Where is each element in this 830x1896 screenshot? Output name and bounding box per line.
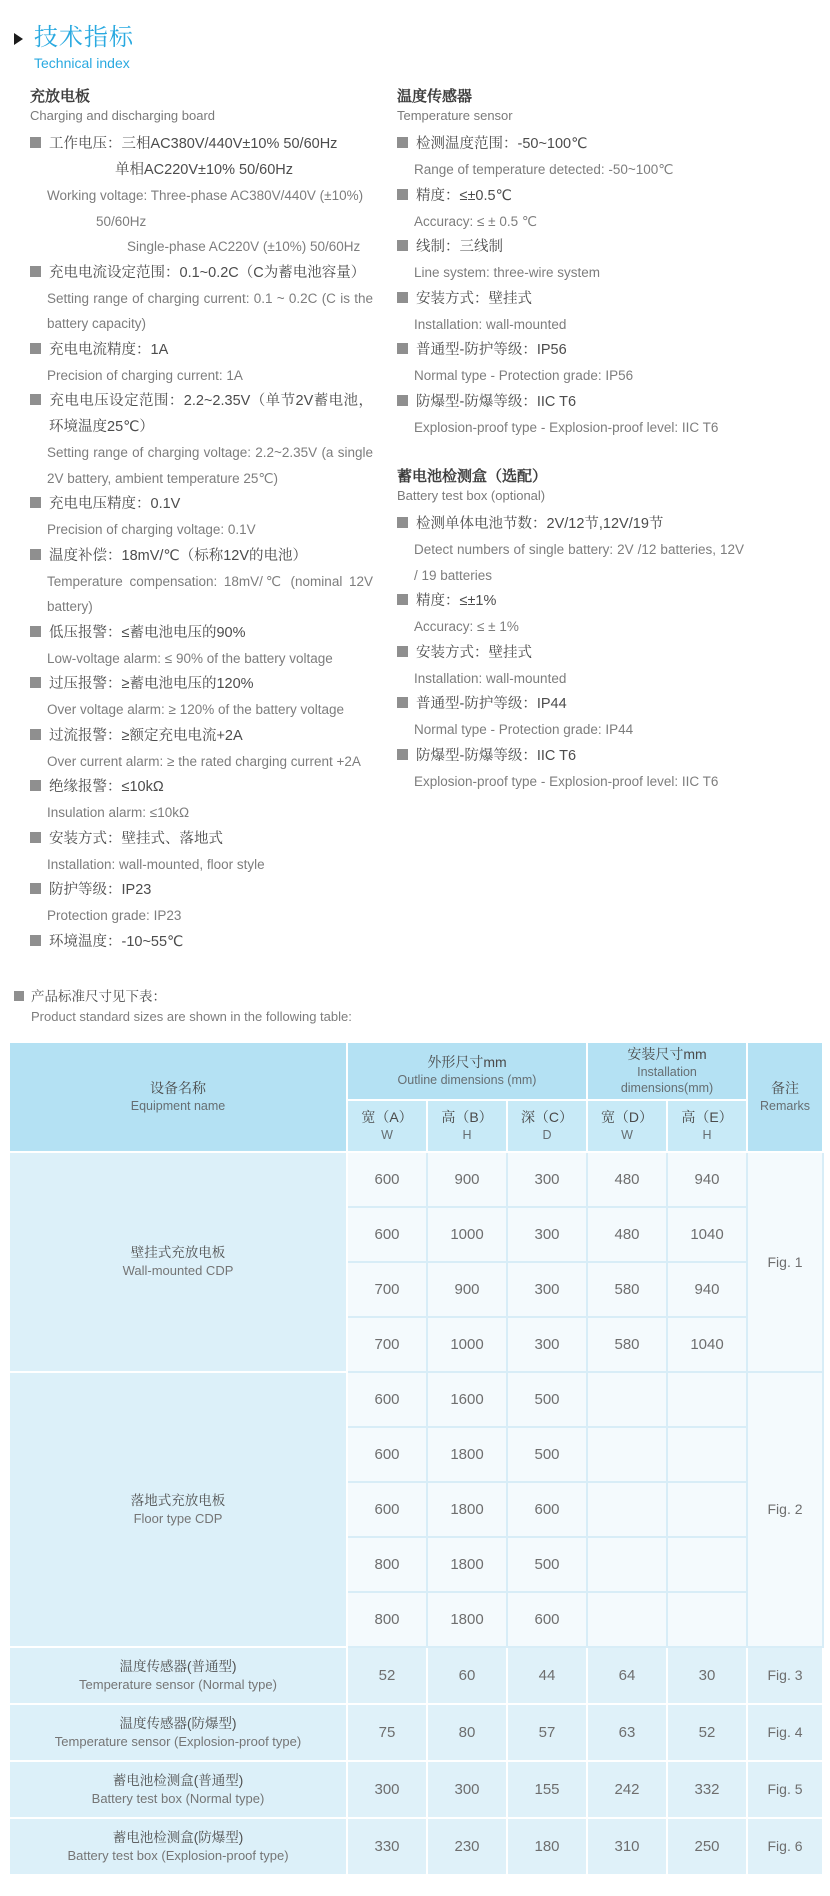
spec-list-temperature-sensor bbox=[397, 131, 744, 440]
dimension-cell bbox=[587, 1537, 667, 1592]
col-subheader-dimension bbox=[587, 1100, 667, 1152]
spec-line-zh bbox=[397, 286, 744, 312]
col-subheader-zh: 宽（D） bbox=[600, 1109, 654, 1125]
spec-item bbox=[397, 640, 744, 692]
spec-item bbox=[30, 543, 373, 620]
spec-text-zh: 防护等级：IP23 bbox=[49, 882, 152, 898]
spec-line-zh bbox=[30, 491, 373, 517]
dimension-cell: 300 bbox=[507, 1152, 587, 1207]
spec-item bbox=[30, 826, 373, 878]
dimension-cell: 300 bbox=[507, 1317, 587, 1372]
dimension-cell: 480 bbox=[587, 1152, 667, 1207]
spec-text-zh: 充电电流精度：1A bbox=[49, 341, 169, 358]
table-note-zh bbox=[14, 987, 830, 1007]
spec-line-en: Precision of charging voltage: 0.1V bbox=[47, 522, 256, 537]
spec-line-en: Line system: three-wire system bbox=[414, 265, 601, 280]
table-note-en: Product standard sizes are shown in the following table: bbox=[31, 1008, 352, 1024]
dimension-cell: 900 bbox=[427, 1152, 507, 1207]
spec-line-en: Low-voltage alarm: ≤ 90% of the battery voltage bbox=[47, 650, 333, 666]
section-heading-en: Temperature sensor bbox=[397, 108, 513, 123]
dimension-cell: 1600 bbox=[427, 1372, 507, 1427]
dimension-cell: 300 bbox=[507, 1262, 587, 1317]
spec-text-zh: 过压报警：≥蓄电池电压的120% bbox=[49, 676, 254, 692]
equipment-name-zh: 蓄电池检测盒(防爆型) bbox=[112, 1829, 244, 1845]
dimension-cell: 1800 bbox=[427, 1592, 507, 1647]
dimension-cell: 1000 bbox=[427, 1207, 507, 1262]
dimension-cell: 80 bbox=[427, 1704, 507, 1761]
spec-item bbox=[397, 234, 744, 286]
dimension-cell: 63 bbox=[587, 1704, 667, 1761]
dimension-cell: 60 bbox=[427, 1647, 507, 1704]
datasheet-page bbox=[0, 24, 830, 1876]
equipment-name-en: Wall-mounted CDP bbox=[122, 1263, 234, 1278]
size-table bbox=[8, 1041, 824, 1876]
section-heading-charging-board bbox=[30, 87, 373, 124]
bullet-square-icon bbox=[397, 749, 408, 760]
spec-item bbox=[30, 877, 373, 929]
spec-text-zh: 普通型-防护等级：IP56 bbox=[416, 342, 567, 358]
equipment-name-en: Battery test box (Explosion-proof type) bbox=[67, 1847, 289, 1863]
spec-line-zh bbox=[30, 723, 373, 749]
dimension-cell: 75 bbox=[347, 1704, 427, 1761]
spec-text-zh: 防爆型-防爆等级：IIC T6 bbox=[416, 393, 577, 410]
dimension-cell: 940 bbox=[667, 1262, 747, 1317]
spec-item bbox=[397, 131, 744, 183]
spec-line-zh bbox=[397, 743, 744, 769]
bullet-square-icon bbox=[30, 780, 41, 791]
spec-item bbox=[397, 183, 744, 235]
page-title: 技术指标 bbox=[34, 24, 134, 51]
dimension-cell: 1800 bbox=[427, 1427, 507, 1482]
spec-line-en: Normal type - Protection grade: IP56 bbox=[414, 368, 634, 383]
spec-text-zh: 精度：≤±1% bbox=[416, 593, 497, 609]
col-subheader-dimension bbox=[347, 1100, 427, 1152]
spec-item bbox=[397, 286, 744, 338]
bullet-square-icon bbox=[30, 729, 41, 740]
spec-line-zh bbox=[397, 337, 744, 363]
spec-line-en: Temperature compensation: 18mV/℃ (nominal 12V battery) bbox=[47, 573, 373, 614]
spec-item bbox=[30, 260, 373, 337]
dimension-cell bbox=[667, 1372, 747, 1427]
spec-line-zh bbox=[30, 929, 373, 955]
spec-item bbox=[397, 743, 744, 795]
col-subheader-zh: 高（E） bbox=[681, 1109, 733, 1125]
dimension-cell: 300 bbox=[507, 1207, 587, 1262]
dimension-cell: 600 bbox=[347, 1427, 427, 1482]
spec-text-zh: 检测单体电池节数：2V/12节,12V/19节 bbox=[416, 516, 664, 532]
dimension-cell: 500 bbox=[507, 1372, 587, 1427]
spec-line-zh bbox=[30, 826, 373, 852]
section-heading-en: Battery test box (optional) bbox=[397, 488, 546, 503]
remark-cell: Fig. 1 bbox=[747, 1152, 823, 1372]
col-subheader-en: D bbox=[542, 1128, 552, 1142]
spec-line-en: Over current alarm: ≥ the rated charging current +2A bbox=[47, 753, 361, 769]
spec-item bbox=[30, 131, 373, 260]
dimension-cell: 1040 bbox=[667, 1207, 747, 1262]
spec-line-en: Installation: wall-mounted, floor style bbox=[47, 856, 265, 872]
dimension-cell: 300 bbox=[427, 1761, 507, 1818]
equipment-name-cell bbox=[9, 1372, 347, 1647]
dimension-cell: 600 bbox=[347, 1482, 427, 1537]
spec-text-zh: 充电电流设定范围：0.1~0.2C（C为蓄电池容量） bbox=[49, 264, 366, 281]
col-header-remarks bbox=[747, 1042, 823, 1152]
dimension-cell bbox=[587, 1427, 667, 1482]
dimension-cell: 580 bbox=[587, 1317, 667, 1372]
dimension-cell: 30 bbox=[667, 1647, 747, 1704]
spec-text-zh: 环境温度：-10~55℃ bbox=[49, 933, 184, 950]
spec-item bbox=[30, 337, 373, 389]
dimension-cell: 310 bbox=[587, 1818, 667, 1875]
spec-text-zh: 过流报警：≥额定充电电流+2A bbox=[49, 727, 243, 744]
spec-line-en: Precision of charging current: 1A bbox=[47, 367, 243, 383]
dimension-cell: 600 bbox=[347, 1207, 427, 1262]
page-header bbox=[14, 24, 830, 71]
page-title-block bbox=[34, 24, 134, 71]
remark-cell: Fig. 2 bbox=[747, 1372, 823, 1647]
spec-line-en: Over voltage alarm: ≥ 120% of the battery voltage bbox=[47, 702, 345, 717]
dimension-cell: 1800 bbox=[427, 1482, 507, 1537]
col-header-equipment-name bbox=[9, 1042, 347, 1152]
spec-line-en: Explosion-proof type - Explosion-proof level: IIC T6 bbox=[414, 419, 719, 435]
dimension-cell: 230 bbox=[427, 1818, 507, 1875]
bullet-square-icon bbox=[30, 343, 41, 354]
dimension-cell bbox=[587, 1372, 667, 1427]
dimension-cell: 600 bbox=[347, 1372, 427, 1427]
bullet-square-icon bbox=[30, 137, 41, 148]
spec-line-en: Installation: wall-mounted bbox=[414, 316, 567, 332]
dimension-cell bbox=[667, 1592, 747, 1647]
col-header-installation-dimensions bbox=[587, 1042, 747, 1100]
col-header-en: Outline dimensions (mm) bbox=[397, 1073, 537, 1087]
spec-line-zh bbox=[397, 131, 744, 157]
bullet-square-icon bbox=[30, 883, 41, 894]
section-heading-zh: 蓄电池检测盒（选配） bbox=[397, 468, 548, 485]
dimension-cell: 700 bbox=[347, 1317, 427, 1372]
spec-line-zh bbox=[30, 337, 373, 363]
col-subheader-zh: 高（B） bbox=[441, 1109, 493, 1125]
spec-text-zh: 精度：≤±0.5℃ bbox=[416, 187, 512, 204]
dimension-cell: 155 bbox=[507, 1761, 587, 1818]
bullet-square-icon bbox=[30, 832, 41, 843]
spec-line-zh bbox=[397, 183, 744, 209]
col-subheader-dimension bbox=[667, 1100, 747, 1152]
section-heading-zh: 温度传感器 bbox=[397, 88, 473, 105]
dimension-cell: 1800 bbox=[427, 1537, 507, 1592]
dimension-cell: 500 bbox=[507, 1537, 587, 1592]
spec-list-battery-test-box bbox=[397, 511, 744, 794]
col-header-zh: 外形尺寸mm bbox=[427, 1054, 507, 1070]
equipment-name-cell bbox=[9, 1704, 347, 1761]
bullet-square-icon bbox=[397, 594, 408, 605]
table-note-zh-text: 产品标准尺寸见下表： bbox=[31, 988, 166, 1004]
table-row bbox=[9, 1152, 823, 1207]
spec-line-zh bbox=[397, 588, 744, 614]
table-row bbox=[9, 1818, 823, 1875]
equipment-name-cell bbox=[9, 1761, 347, 1818]
remark-cell: Fig. 3 bbox=[747, 1647, 823, 1704]
spec-line-zh bbox=[397, 234, 744, 260]
spec-line-en: Installation: wall-mounted bbox=[414, 670, 567, 686]
spec-line-en: Detect numbers of single battery: 2V /12 batteries, 12V / 19 batteries bbox=[414, 542, 744, 583]
equipment-name-en: Floor type CDP bbox=[133, 1510, 223, 1526]
bullet-square-icon bbox=[30, 549, 41, 560]
equipment-name-cell bbox=[9, 1152, 347, 1372]
bullet-square-icon bbox=[30, 266, 41, 277]
spec-list-charging-board bbox=[30, 131, 373, 955]
section-heading-temperature-sensor bbox=[397, 87, 744, 124]
equipment-name-en: Temperature sensor (Normal type) bbox=[79, 1676, 277, 1692]
spec-line-en: Accuracy: ≤ ± 0.5 ℃ bbox=[414, 213, 538, 229]
spec-text-zh: 检测温度范围：-50~100℃ bbox=[416, 136, 588, 152]
spec-line-en-cont: Single-phase AC220V (±10%) 50/60Hz bbox=[127, 239, 361, 254]
dimension-cell bbox=[667, 1537, 747, 1592]
bullet-square-icon bbox=[397, 395, 408, 406]
spec-text-zh: 绝缘报警：≤10kΩ bbox=[49, 779, 164, 795]
col-subheader-zh: 宽（A） bbox=[361, 1109, 413, 1125]
bullet-square-icon bbox=[30, 394, 41, 405]
table-row bbox=[9, 1704, 823, 1761]
col-header-en: Remarks bbox=[760, 1099, 811, 1113]
bullet-square-icon bbox=[397, 697, 408, 708]
col-subheader-en: W bbox=[381, 1128, 393, 1142]
spec-text-zh: 低压报警：≤蓄电池电压的90% bbox=[49, 624, 246, 641]
spec-item bbox=[30, 388, 373, 491]
remark-cell: Fig. 5 bbox=[747, 1761, 823, 1818]
spec-line-en: Explosion-proof type - Explosion-proof level: IIC T6 bbox=[414, 773, 719, 789]
spec-text-zh: 温度补偿：18mV/℃（标称12V的电池） bbox=[49, 547, 307, 564]
remark-cell: Fig. 4 bbox=[747, 1704, 823, 1761]
spec-line-zh bbox=[30, 388, 373, 440]
spec-line-zh bbox=[30, 774, 373, 800]
spec-item bbox=[397, 389, 744, 441]
bullet-square-icon bbox=[30, 677, 41, 688]
spec-line-en: Accuracy: ≤ ± 1% bbox=[414, 619, 519, 634]
dimension-cell: 500 bbox=[507, 1427, 587, 1482]
remark-cell: Fig. 6 bbox=[747, 1818, 823, 1875]
col-subheader-en: H bbox=[702, 1128, 712, 1142]
dimension-cell: 600 bbox=[507, 1592, 587, 1647]
dimension-cell: 332 bbox=[667, 1761, 747, 1818]
bullet-square-icon bbox=[30, 497, 41, 508]
bullet-square-icon bbox=[397, 240, 408, 251]
spec-line-en: Protection grade: IP23 bbox=[47, 908, 182, 923]
spec-line-zh-cont: 单相AC220V±10% 50/60Hz bbox=[115, 162, 294, 178]
dimension-cell: 1000 bbox=[427, 1317, 507, 1372]
dimension-cell: 800 bbox=[347, 1592, 427, 1647]
arrow-right-icon bbox=[14, 33, 23, 45]
dimension-cell: 1040 bbox=[667, 1317, 747, 1372]
table-row bbox=[9, 1372, 823, 1427]
bullet-square-icon bbox=[397, 292, 408, 303]
spec-text-zh: 安装方式：壁挂式、落地式 bbox=[49, 830, 223, 847]
spec-columns bbox=[30, 87, 830, 955]
col-subheader-dimension bbox=[507, 1100, 587, 1152]
bullet-square-icon bbox=[397, 189, 408, 200]
dimension-cell: 800 bbox=[347, 1537, 427, 1592]
spec-item bbox=[397, 337, 744, 389]
spec-item bbox=[30, 929, 373, 955]
spec-item bbox=[30, 723, 373, 775]
equipment-name-zh: 壁挂式充放电板 bbox=[130, 1245, 226, 1260]
spec-line-zh bbox=[397, 691, 744, 717]
spec-line-en: Setting range of charging voltage: 2.2~2.35V (a single 2V battery, ambient temperature 25℃) bbox=[47, 445, 373, 486]
spec-line-zh bbox=[397, 511, 744, 537]
dimension-cell: 242 bbox=[587, 1761, 667, 1818]
spec-item bbox=[397, 588, 744, 640]
right-column bbox=[397, 87, 744, 955]
col-header-zh: 备注 bbox=[771, 1080, 800, 1096]
equipment-name-en: Battery test box (Normal type) bbox=[91, 1790, 265, 1806]
dimension-cell bbox=[587, 1482, 667, 1537]
dimension-cell: 940 bbox=[667, 1152, 747, 1207]
spec-line-en: Insulation alarm: ≤10kΩ bbox=[47, 805, 190, 820]
bullet-square-icon bbox=[397, 343, 408, 354]
equipment-name-en: Temperature sensor (Explosion-proof type) bbox=[54, 1733, 302, 1749]
dimension-cell: 600 bbox=[347, 1152, 427, 1207]
dimension-cell bbox=[667, 1427, 747, 1482]
col-header-en: Installation dimensions(mm) bbox=[620, 1065, 714, 1095]
dimension-cell: 44 bbox=[507, 1647, 587, 1704]
dimension-cell: 57 bbox=[507, 1704, 587, 1761]
dimension-cell: 580 bbox=[587, 1262, 667, 1317]
equipment-name-zh: 蓄电池检测盒(普通型) bbox=[112, 1772, 244, 1788]
spec-text-zh: 安装方式：壁挂式 bbox=[416, 644, 532, 661]
dimension-cell: 250 bbox=[667, 1818, 747, 1875]
section-heading-en: Charging and discharging board bbox=[30, 108, 216, 123]
equipment-name-cell bbox=[9, 1818, 347, 1875]
bullet-square-icon bbox=[14, 991, 24, 1001]
spec-line-zh bbox=[397, 389, 744, 415]
size-table-header bbox=[9, 1042, 823, 1152]
dimension-cell: 480 bbox=[587, 1207, 667, 1262]
spec-item bbox=[397, 691, 744, 743]
dimension-cell: 900 bbox=[427, 1262, 507, 1317]
spec-line-en: Range of temperature detected: -50~100℃ bbox=[414, 162, 674, 177]
col-subheader-zh: 深（C） bbox=[520, 1109, 574, 1125]
spec-text-zh: 充电电压设定范围：2.2~2.35V（单节2V蓄电池，环境温度25℃） bbox=[49, 393, 373, 435]
left-column bbox=[30, 87, 373, 955]
spec-text-zh: 线制：三线制 bbox=[416, 239, 503, 255]
spec-item bbox=[397, 511, 744, 588]
spec-text-zh: 充电电压精度：0.1V bbox=[49, 496, 181, 512]
bullet-square-icon bbox=[30, 626, 41, 637]
spec-line-zh bbox=[30, 671, 373, 697]
spec-line-zh bbox=[30, 543, 373, 569]
dimension-cell: 600 bbox=[507, 1482, 587, 1537]
table-row bbox=[9, 1761, 823, 1818]
bullet-square-icon bbox=[397, 646, 408, 657]
size-table-body bbox=[9, 1152, 823, 1875]
equipment-name-zh: 温度传感器(普通型) bbox=[119, 1658, 237, 1674]
dimension-cell bbox=[667, 1482, 747, 1537]
section-heading-zh: 充放电板 bbox=[30, 88, 91, 105]
spec-line-zh bbox=[30, 131, 373, 157]
dimension-cell: 52 bbox=[667, 1704, 747, 1761]
dimension-cell: 700 bbox=[347, 1262, 427, 1317]
spec-line-en: Working voltage: Three-phase AC380V/440V (±10%) bbox=[47, 188, 364, 203]
dimension-cell: 300 bbox=[347, 1761, 427, 1818]
col-subheader-dimension bbox=[427, 1100, 507, 1152]
dimension-cell: 52 bbox=[347, 1647, 427, 1704]
col-subheader-en: H bbox=[462, 1128, 472, 1142]
col-header-zh: 安装尺寸mm bbox=[627, 1046, 707, 1062]
section-heading-battery-test-box bbox=[397, 467, 744, 504]
col-header-zh: 设备名称 bbox=[150, 1080, 206, 1096]
spec-text-zh: 防爆型-防爆等级：IIC T6 bbox=[416, 747, 577, 764]
equipment-name-zh: 温度传感器(防爆型) bbox=[119, 1715, 237, 1731]
spec-text-zh: 安装方式：壁挂式 bbox=[416, 290, 532, 307]
spec-line-en-cont: 50/60Hz bbox=[96, 213, 147, 229]
spec-item bbox=[30, 671, 373, 723]
col-header-outline-dimensions bbox=[347, 1042, 587, 1100]
spec-line-zh bbox=[30, 877, 373, 903]
spec-line-zh bbox=[397, 640, 744, 666]
dimension-cell bbox=[587, 1592, 667, 1647]
spec-text-zh: 工作电压：三相AC380V/440V±10% 50/60Hz bbox=[49, 136, 338, 152]
page-title-en: Technical index bbox=[34, 55, 130, 71]
equipment-name-zh: 落地式充放电板 bbox=[130, 1492, 226, 1508]
table-note bbox=[14, 987, 830, 1027]
bullet-square-icon bbox=[397, 517, 408, 528]
spec-item bbox=[30, 620, 373, 672]
equipment-name-cell bbox=[9, 1647, 347, 1704]
spec-item bbox=[30, 491, 373, 543]
spec-line-en: Setting range of charging current: 0.1 ~ 0.2C (C is the battery capacity) bbox=[47, 290, 373, 331]
dimension-cell: 330 bbox=[347, 1818, 427, 1875]
spec-text-zh: 普通型-防护等级：IP44 bbox=[416, 696, 567, 712]
bullet-square-icon bbox=[397, 137, 408, 148]
dimension-cell: 180 bbox=[507, 1818, 587, 1875]
spec-line-zh bbox=[30, 620, 373, 646]
spec-item bbox=[30, 774, 373, 826]
bullet-square-icon bbox=[30, 935, 41, 946]
dimension-cell: 64 bbox=[587, 1647, 667, 1704]
spec-line-en: Normal type - Protection grade: IP44 bbox=[414, 722, 634, 737]
table-row bbox=[9, 1647, 823, 1704]
spec-line-zh bbox=[30, 260, 373, 286]
col-subheader-en: W bbox=[621, 1128, 633, 1142]
col-header-en: Equipment name bbox=[130, 1099, 226, 1113]
